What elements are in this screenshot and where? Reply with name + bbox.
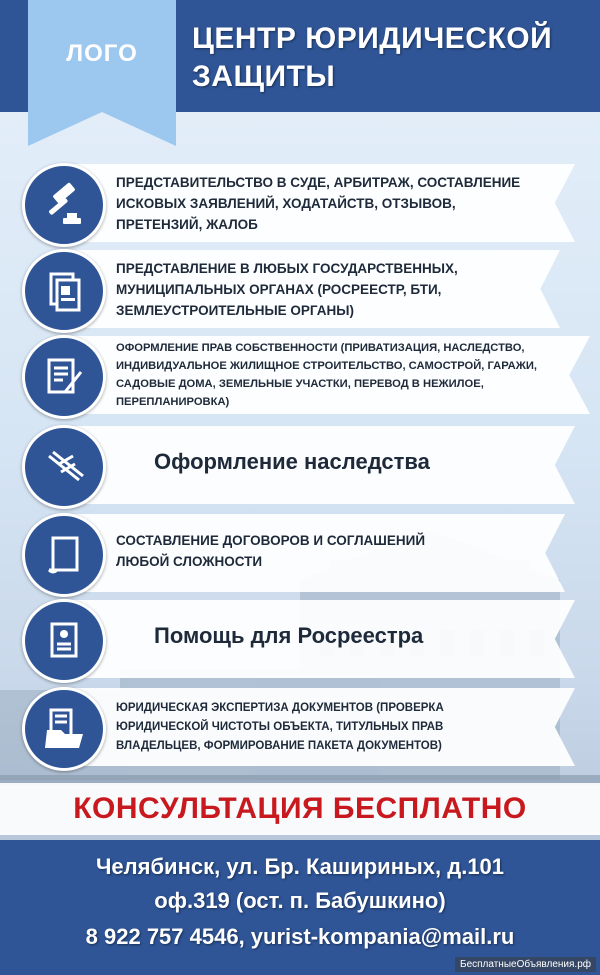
logo-label: ЛОГО	[66, 40, 138, 67]
service-text-line: ИСКОВЫХ ЗАЯВЛЕНИЙ, ХОДАТАЙСТВ, ОТЗЫВОВ,	[116, 196, 456, 211]
service-text-line: ПЕРЕПЛАНИРОВКА)	[116, 396, 230, 408]
service-icon-circle	[22, 513, 106, 597]
service-text	[116, 172, 520, 235]
title-line-2: ЗАЩИТЫ	[192, 60, 336, 93]
scroll-icon	[39, 530, 89, 580]
service-text-line: СОСТАВЛЕНИЕ ДОГОВОРОВ И СОГЛАШЕНИЙ	[116, 533, 426, 548]
logo-ribbon	[28, 0, 176, 146]
service-text: Оформление наследства	[154, 449, 430, 474]
page-title	[192, 20, 592, 96]
service-text: Помощь для Росреестра	[154, 623, 424, 648]
service-icon-circle	[22, 163, 106, 247]
service-text-line: ЮРИДИЧЕСКОЙ ЧИСТОТЫ ОБЪЕКТА, ТИТУЛЬНЫХ ПРАВ	[116, 721, 444, 733]
address-line-2: оф.319 (ост. п. Бабушкино)	[154, 888, 446, 913]
service-text-line: ИНДИВИДУАЛЬНОЕ ЖИЛИЩНОЕ СТРОИТЕЛЬСТВО, САМОСТРОЙ, ГАРАЖИ,	[116, 360, 538, 372]
service-icon-circle	[22, 687, 106, 771]
service-text	[116, 530, 425, 572]
signing-document-icon	[39, 352, 89, 402]
service-text	[116, 258, 458, 321]
service-text-line: ПРЕТЕНЗИЙ, ЖАЛОБ	[116, 217, 258, 232]
service-icon-circle	[22, 335, 106, 419]
service-text	[116, 339, 537, 411]
service-text-line: ОФОРМЛЕНИЕ ПРАВ СОБСТВЕННОСТИ (ПРИВАТИЗАЦИЯ, НАСЛЕДСТВО,	[116, 342, 525, 354]
title-line-1: ЦЕНТР ЮРИДИЧЕСКОЙ	[192, 22, 553, 55]
contact-line: 8 922 757 4546, yurist-kompania@mail.ru	[85, 924, 515, 949]
watermark: БесплатныеОбъявления.рф	[455, 957, 596, 972]
document-icon	[39, 266, 89, 316]
service-text-line: ПРЕДСТАВИТЕЛЬСТВО В СУДЕ, АРБИТРАЖ, СОСТАВЛЕНИЕ	[116, 175, 521, 190]
diploma-scroll-icon	[39, 442, 89, 492]
service-text-line: ЗЕМЛЕУСТРОИТЕЛЬНЫЕ ОРГАНЫ)	[116, 303, 354, 318]
address-line-1: Челябинск, ул. Бр. Кашириных, д.101	[95, 854, 505, 879]
service-text-line: ЛЮБОЙ СЛОЖНОСТИ	[116, 554, 263, 569]
service-text	[116, 699, 444, 756]
certificate-icon	[39, 616, 89, 666]
service-text-line: ПРЕДСТАВЛЕНИЕ В ЛЮБЫХ ГОСУДАРСТВЕННЫХ,	[116, 261, 458, 276]
service-text-line: МУНИЦИПАЛЬНЫХ ОРГАНАХ (РОСРЕЕСТР, БТИ,	[116, 282, 442, 297]
service-text-line: САДОВЫЕ ДОМА, ЗЕМЕЛЬНЫЕ УЧАСТКИ, ПЕРЕВОД В НЕЖИЛОЕ,	[116, 378, 484, 390]
service-icon-circle	[22, 425, 106, 509]
gavel-icon	[39, 180, 89, 230]
service-text-line: ЮРИДИЧЕСКАЯ ЭКСПЕРТИЗА ДОКУМЕНТОВ (ПРОВЕРКА	[116, 702, 444, 714]
consultation-text: КОНСУЛЬТАЦИЯ БЕСПЛАТНО	[73, 792, 527, 825]
folder-documents-icon	[39, 704, 89, 754]
service-text-line: ВЛАДЕЛЬЦЕВ, ФОРМИРОВАНИЕ ПАКЕТА ДОКУМЕНТОВ)	[116, 740, 442, 752]
service-icon-circle	[22, 249, 106, 333]
service-icon-circle	[22, 599, 106, 683]
